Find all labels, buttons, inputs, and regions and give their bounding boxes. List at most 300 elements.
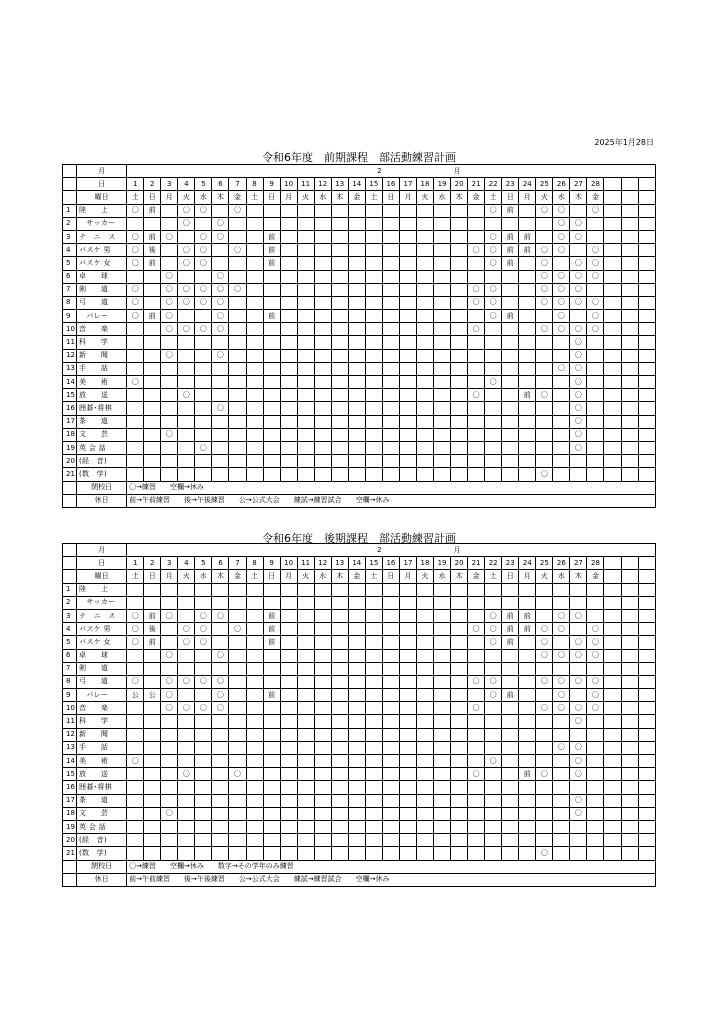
schedule-cell xyxy=(365,376,382,389)
club-row xyxy=(63,583,656,596)
schedule-cell xyxy=(399,468,416,481)
schedule-cell xyxy=(399,204,416,217)
schedule-cell xyxy=(553,349,570,362)
schedule-cell xyxy=(416,755,433,768)
schedule-mark: 〇 xyxy=(127,283,144,296)
weekday-cell: 日 xyxy=(382,570,399,583)
schedule-cell xyxy=(348,468,365,481)
day-number xyxy=(604,178,621,191)
schedule-mark: 〇 xyxy=(212,283,229,296)
schedule-cell xyxy=(553,402,570,415)
schedule-cell xyxy=(263,296,280,309)
schedule-cell xyxy=(451,675,468,688)
schedule-cell xyxy=(468,230,485,243)
schedule-cell xyxy=(331,583,348,596)
schedule-cell xyxy=(195,270,212,283)
day-number: 22 xyxy=(485,557,502,570)
schedule-cell xyxy=(331,296,348,309)
schedule-cell xyxy=(638,847,655,860)
schedule-cell xyxy=(553,728,570,741)
closed-day-legend: 〇→練習 空欄→休み xyxy=(127,481,656,494)
schedule-cell xyxy=(638,257,655,270)
schedule-cell xyxy=(553,636,570,649)
schedule-cell xyxy=(178,755,195,768)
schedule-cell xyxy=(161,755,178,768)
schedule-cell xyxy=(314,834,331,847)
schedule-cell xyxy=(434,402,451,415)
schedule-cell xyxy=(127,428,144,441)
schedule-cell xyxy=(485,428,502,441)
schedule-cell xyxy=(553,768,570,781)
schedule-cell xyxy=(621,230,638,243)
schedule-mark: 〇 xyxy=(195,636,212,649)
schedule-cell xyxy=(297,755,314,768)
schedule-cell xyxy=(263,728,280,741)
club-name: 卓 球 xyxy=(77,649,127,662)
day-number: 26 xyxy=(553,178,570,191)
day-number: 19 xyxy=(434,178,451,191)
schedule-cell xyxy=(621,296,638,309)
schedule-cell xyxy=(178,662,195,675)
schedule-cell xyxy=(502,583,519,596)
schedule-cell xyxy=(382,217,399,230)
schedule-mark: 後 xyxy=(144,244,161,257)
schedule-cell xyxy=(434,820,451,833)
schedule-cell xyxy=(331,230,348,243)
schedule-cell xyxy=(314,283,331,296)
club-name: 陸 上 xyxy=(77,583,127,596)
schedule-cell xyxy=(519,441,536,454)
month-number: 2 xyxy=(377,545,382,554)
schedule-mark: 前 xyxy=(519,389,536,402)
day-number: 3 xyxy=(161,178,178,191)
schedule-cell xyxy=(621,428,638,441)
schedule-cell xyxy=(434,270,451,283)
schedule-cell xyxy=(178,609,195,622)
schedule-cell xyxy=(485,847,502,860)
schedule-cell xyxy=(348,428,365,441)
schedule-cell xyxy=(638,349,655,362)
schedule-cell xyxy=(451,468,468,481)
schedule-mark: 〇 xyxy=(570,807,587,820)
schedule-cell xyxy=(331,244,348,257)
schedule-cell xyxy=(161,362,178,375)
schedule-cell xyxy=(604,323,621,336)
day-number: 18 xyxy=(416,178,433,191)
club-row xyxy=(63,689,656,702)
day-number: 17 xyxy=(399,178,416,191)
schedule-cell xyxy=(519,847,536,860)
schedule-cell xyxy=(587,609,604,622)
day-number xyxy=(621,557,638,570)
schedule-mark: 〇 xyxy=(485,244,502,257)
schedule-cell xyxy=(434,689,451,702)
schedule-cell xyxy=(331,794,348,807)
day-number: 3 xyxy=(161,557,178,570)
schedule-cell xyxy=(297,257,314,270)
schedule-mark: 〇 xyxy=(161,649,178,662)
schedule-cell xyxy=(297,270,314,283)
day-number: 28 xyxy=(587,178,604,191)
schedule-cell xyxy=(451,244,468,257)
schedule-cell xyxy=(229,455,246,468)
club-name: バスケ 男 xyxy=(77,623,127,636)
schedule-cell xyxy=(280,349,297,362)
schedule-cell xyxy=(297,376,314,389)
schedule-cell xyxy=(416,834,433,847)
schedule-cell xyxy=(212,389,229,402)
schedule-cell xyxy=(246,623,263,636)
schedule-cell xyxy=(399,715,416,728)
schedule-cell xyxy=(502,834,519,847)
schedule-cell xyxy=(263,662,280,675)
schedule-cell xyxy=(280,244,297,257)
schedule-cell xyxy=(604,362,621,375)
schedule-cell xyxy=(348,702,365,715)
schedule-cell xyxy=(144,649,161,662)
schedule-cell xyxy=(195,741,212,754)
schedule-cell xyxy=(280,217,297,230)
schedule-cell xyxy=(212,623,229,636)
schedule-cell xyxy=(416,768,433,781)
schedule-cell xyxy=(297,781,314,794)
weekday-cell: 土 xyxy=(127,570,144,583)
corner-cell xyxy=(63,873,77,886)
schedule-cell xyxy=(263,820,280,833)
schedule-cell xyxy=(382,636,399,649)
schedule-mark: 〇 xyxy=(195,257,212,270)
schedule-mark: 前 xyxy=(144,609,161,622)
holiday-row xyxy=(63,873,656,886)
day-number: 24 xyxy=(519,178,536,191)
day-number: 25 xyxy=(536,557,553,570)
schedule-mark: 〇 xyxy=(536,389,553,402)
day-number: 6 xyxy=(212,178,229,191)
schedule-cell xyxy=(451,428,468,441)
schedule-cell xyxy=(365,415,382,428)
schedule-cell xyxy=(280,204,297,217)
schedule-cell xyxy=(365,820,382,833)
schedule-cell xyxy=(502,349,519,362)
schedule-cell xyxy=(553,415,570,428)
schedule-cell xyxy=(297,323,314,336)
club-name: 美 術 xyxy=(77,755,127,768)
schedule-cell xyxy=(416,623,433,636)
day-number: 12 xyxy=(314,557,331,570)
schedule-cell xyxy=(144,270,161,283)
schedule-cell xyxy=(468,794,485,807)
schedule-cell xyxy=(553,794,570,807)
schedule-cell xyxy=(416,310,433,323)
schedule-cell xyxy=(382,596,399,609)
schedule-mark: 〇 xyxy=(212,349,229,362)
holiday-label: 休日 xyxy=(77,494,127,507)
club-row xyxy=(63,428,656,441)
schedule-cell xyxy=(638,715,655,728)
schedule-cell xyxy=(502,455,519,468)
schedule-cell xyxy=(280,649,297,662)
schedule-cell xyxy=(314,623,331,636)
schedule-mark: 〇 xyxy=(212,702,229,715)
schedule-cell xyxy=(297,715,314,728)
schedule-cell xyxy=(416,820,433,833)
schedule-cell xyxy=(638,689,655,702)
weekday-cell: 火 xyxy=(178,570,195,583)
schedule-mark: 〇 xyxy=(178,768,195,781)
schedule-cell xyxy=(553,428,570,441)
schedule-cell xyxy=(434,768,451,781)
schedule-cell xyxy=(144,389,161,402)
schedule-cell xyxy=(434,323,451,336)
day-number xyxy=(638,557,655,570)
schedule-cell xyxy=(348,609,365,622)
schedule-cell xyxy=(229,689,246,702)
schedule-cell xyxy=(348,768,365,781)
schedule-cell xyxy=(229,728,246,741)
schedule-mark: 〇 xyxy=(212,675,229,688)
schedule-cell xyxy=(451,296,468,309)
schedule-cell xyxy=(246,662,263,675)
schedule-cell xyxy=(416,217,433,230)
schedule-cell xyxy=(297,675,314,688)
schedule-cell xyxy=(399,441,416,454)
schedule-cell xyxy=(365,217,382,230)
schedule-cell xyxy=(348,755,365,768)
schedule-cell xyxy=(297,596,314,609)
weekday-cell: 月 xyxy=(399,191,416,204)
schedule-cell xyxy=(263,794,280,807)
schedule-mark: 〇 xyxy=(587,244,604,257)
schedule-mark: 〇 xyxy=(127,230,144,243)
schedule-cell xyxy=(178,230,195,243)
schedule-cell xyxy=(195,362,212,375)
club-name: 科 学 xyxy=(77,336,127,349)
club-row xyxy=(63,728,656,741)
day-number: 19 xyxy=(434,557,451,570)
schedule-cell xyxy=(382,834,399,847)
weekday-cell: 日 xyxy=(502,191,519,204)
schedule-cell xyxy=(604,834,621,847)
schedule-mark: 前 xyxy=(144,230,161,243)
schedule-mark: 〇 xyxy=(178,204,195,217)
club-row xyxy=(63,609,656,622)
schedule-cell xyxy=(519,455,536,468)
schedule-mark: 〇 xyxy=(570,349,587,362)
schedule-cell xyxy=(229,781,246,794)
schedule-cell xyxy=(297,415,314,428)
schedule-mark: 〇 xyxy=(536,847,553,860)
schedule-cell xyxy=(604,310,621,323)
schedule-cell xyxy=(502,376,519,389)
schedule-cell xyxy=(638,623,655,636)
month-row xyxy=(63,165,656,178)
schedule-cell xyxy=(621,468,638,481)
day-number: 14 xyxy=(348,178,365,191)
schedule-cell xyxy=(399,768,416,781)
schedule-cell xyxy=(246,768,263,781)
schedule-mark: 〇 xyxy=(127,244,144,257)
schedule-cell xyxy=(314,820,331,833)
schedule-cell xyxy=(604,794,621,807)
weekday-cell: 水 xyxy=(434,570,451,583)
schedule-cell xyxy=(553,781,570,794)
club-name: 卓 球 xyxy=(77,270,127,283)
schedule-cell xyxy=(587,755,604,768)
schedule-cell xyxy=(399,847,416,860)
schedule-cell xyxy=(399,349,416,362)
schedule-mark: 〇 xyxy=(127,636,144,649)
schedule-cell xyxy=(195,583,212,596)
schedule-cell xyxy=(348,323,365,336)
club-number: 5 xyxy=(63,257,77,270)
schedule-cell xyxy=(553,847,570,860)
schedule-cell xyxy=(604,468,621,481)
schedule-mark: 〇 xyxy=(553,649,570,662)
schedule-cell xyxy=(570,623,587,636)
schedule-cell xyxy=(587,794,604,807)
schedule-mark: 〇 xyxy=(212,270,229,283)
schedule-cell xyxy=(331,649,348,662)
schedule-cell xyxy=(536,609,553,622)
schedule-cell xyxy=(331,755,348,768)
schedule-cell xyxy=(195,455,212,468)
schedule-cell xyxy=(178,689,195,702)
schedule-cell xyxy=(246,257,263,270)
schedule-cell xyxy=(519,662,536,675)
schedule-cell xyxy=(570,204,587,217)
schedule-cell xyxy=(348,310,365,323)
schedule-mark: 〇 xyxy=(587,675,604,688)
day-label: 日 xyxy=(77,557,127,570)
day-number: 25 xyxy=(536,178,553,191)
schedule-cell xyxy=(604,609,621,622)
schedule-cell xyxy=(382,204,399,217)
schedule-cell xyxy=(485,715,502,728)
schedule-cell xyxy=(382,441,399,454)
schedule-mark: 〇 xyxy=(587,689,604,702)
schedule-cell xyxy=(468,834,485,847)
schedule-cell xyxy=(382,402,399,415)
schedule-cell xyxy=(331,741,348,754)
schedule-cell xyxy=(451,623,468,636)
schedule-cell xyxy=(382,728,399,741)
schedule-cell xyxy=(297,230,314,243)
schedule-cell xyxy=(246,376,263,389)
schedule-cell xyxy=(144,428,161,441)
schedule-cell xyxy=(280,583,297,596)
club-name: 手 話 xyxy=(77,362,127,375)
schedule-cell xyxy=(144,755,161,768)
schedule-cell xyxy=(416,455,433,468)
schedule-cell xyxy=(485,455,502,468)
schedule-cell xyxy=(195,781,212,794)
schedule-cell xyxy=(314,362,331,375)
schedule-cell xyxy=(161,336,178,349)
schedule-cell xyxy=(621,741,638,754)
club-name: 茶 道 xyxy=(77,415,127,428)
club-name: 剣 道 xyxy=(77,283,127,296)
schedule-cell xyxy=(161,847,178,860)
club-number: 18 xyxy=(63,807,77,820)
schedule-cell xyxy=(331,310,348,323)
schedule-cell xyxy=(161,415,178,428)
schedule-cell xyxy=(178,820,195,833)
schedule-cell xyxy=(297,609,314,622)
schedule-cell xyxy=(399,402,416,415)
schedule-cell xyxy=(485,649,502,662)
schedule-table-first-term xyxy=(62,164,656,508)
day-number: 4 xyxy=(178,178,195,191)
schedule-cell xyxy=(451,794,468,807)
club-number: 13 xyxy=(63,741,77,754)
weekday-cell: 金 xyxy=(587,570,604,583)
day-number xyxy=(604,557,621,570)
schedule-cell xyxy=(178,794,195,807)
schedule-cell xyxy=(434,468,451,481)
closed-day-row xyxy=(63,860,656,873)
schedule-cell xyxy=(604,689,621,702)
schedule-cell xyxy=(331,820,348,833)
schedule-cell xyxy=(263,428,280,441)
day-number: 24 xyxy=(519,557,536,570)
schedule-cell xyxy=(314,428,331,441)
club-number: 6 xyxy=(63,649,77,662)
schedule-cell xyxy=(621,834,638,847)
schedule-mark: 〇 xyxy=(553,310,570,323)
schedule-cell xyxy=(246,336,263,349)
schedule-cell xyxy=(263,349,280,362)
schedule-mark: 前 xyxy=(263,257,280,270)
schedule-cell xyxy=(161,820,178,833)
schedule-cell xyxy=(246,715,263,728)
day-number: 22 xyxy=(485,178,502,191)
schedule-cell xyxy=(502,728,519,741)
schedule-cell xyxy=(399,609,416,622)
club-number: 21 xyxy=(63,847,77,860)
day-number: 10 xyxy=(280,178,297,191)
schedule-mark: 〇 xyxy=(553,244,570,257)
club-name: (経 音) xyxy=(77,834,127,847)
schedule-cell xyxy=(485,794,502,807)
schedule-cell xyxy=(348,415,365,428)
schedule-cell xyxy=(263,807,280,820)
schedule-cell xyxy=(365,257,382,270)
schedule-cell xyxy=(365,204,382,217)
weekday-cell: 土 xyxy=(365,191,382,204)
schedule-cell xyxy=(485,468,502,481)
schedule-cell xyxy=(485,662,502,675)
schedule-cell xyxy=(502,441,519,454)
schedule-mark: 〇 xyxy=(161,296,178,309)
schedule-cell xyxy=(638,781,655,794)
schedule-cell xyxy=(331,807,348,820)
schedule-cell xyxy=(638,649,655,662)
schedule-cell xyxy=(416,468,433,481)
schedule-cell xyxy=(144,807,161,820)
schedule-mark: 〇 xyxy=(468,702,485,715)
schedule-cell xyxy=(280,296,297,309)
schedule-cell xyxy=(127,768,144,781)
schedule-cell xyxy=(297,389,314,402)
schedule-cell xyxy=(399,455,416,468)
schedule-cell xyxy=(263,402,280,415)
schedule-mark: 〇 xyxy=(195,230,212,243)
schedule-cell xyxy=(519,702,536,715)
schedule-mark: 〇 xyxy=(587,204,604,217)
weekday-cell: 木 xyxy=(451,191,468,204)
month-char: 月 xyxy=(453,545,461,554)
schedule-cell xyxy=(519,468,536,481)
